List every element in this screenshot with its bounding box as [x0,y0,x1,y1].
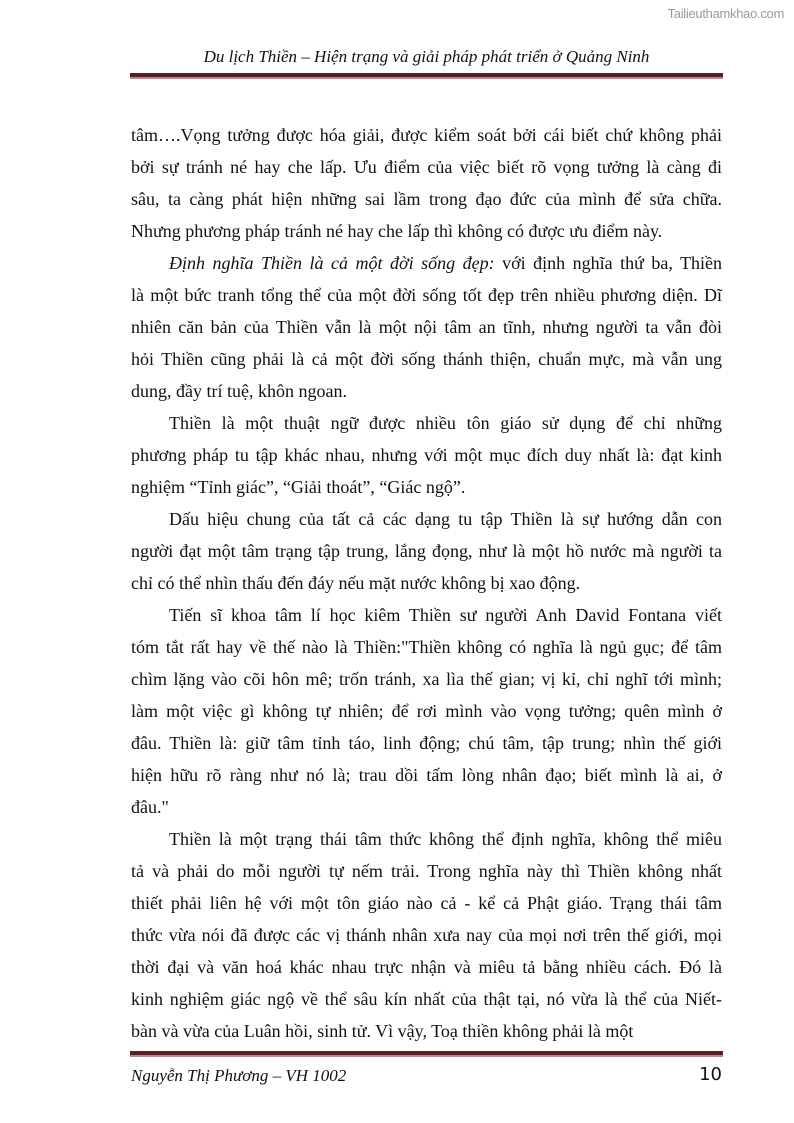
watermark: Tailieuthamkhao.com [667,6,784,21]
line-text: Thiền là một thuật ngữ được nhiều tôn giáo sử dụng để chỉ những [169,413,722,433]
paragraph [131,503,722,599]
line-text: dung, đầy trí tuệ, khôn ngoan. [131,381,347,401]
text-line [131,759,722,791]
text-line [131,375,722,407]
text-line [131,407,722,439]
line-text: thiết phải liên hệ với một tôn giáo nào cả - kể cả Phật giáo. Trạng thái tâm [131,893,722,913]
page-header-title: Du lịch Thiền – Hiện trạng và giải pháp phát triển ở Quảng Ninh [203,47,650,66]
text-line [131,791,722,823]
line-text: đâu." [131,797,169,817]
line-text: Tiến sĩ khoa tâm lí học kiêm Thiền sư người Anh David Fontana viết [169,605,722,625]
line-text: hiện hữu rõ ràng như nó là; trau dồi tấm lòng nhân đạo; biết mình là ai, ở [131,765,722,785]
line-text: thức vừa nói đã được các vị thánh nhân xưa nay của mọi nơi trên thế giới, mọi [131,925,722,945]
text-line [131,983,722,1015]
line-text: Dấu hiệu chung của tất cả các dạng tu tập Thiền là sự hướng dẫn con [169,509,722,529]
line-text: tóm tắt rất hay về thế nào là Thiền:"Thiền không có nghĩa là ngủ gục; để tâm [131,637,722,657]
text-line [131,663,722,695]
line-text: làm một việc gì không tự nhiên; để rơi mình vào vọng tưởng; quên mình ở [131,701,722,721]
text-line [131,439,722,471]
text-line [131,279,722,311]
text-line [131,823,722,855]
text-line [131,535,722,567]
line-text: chìm lặng vào cõi hôn mê; trốn tránh, xa lìa thế gian; vị kỉ, chỉ nghĩ tới mình; [131,669,722,689]
line-text: bởi sự tránh né hay che lấp. Ưu điểm của việc biết rõ vọng tưởng là càng đi [131,157,722,177]
document-body [131,119,722,1047]
line-text: kinh nghiệm giác ngộ về thể sâu kín nhất của thật tại, nó vừa là thể của Niết- [131,989,722,1009]
text-line [131,471,722,503]
text-line [131,1015,722,1047]
line-text: là một bức tranh tổng thể của một đời sống tốt đẹp trên nhiều phương diện. Dĩ [131,285,722,305]
line-text: người đạt một tâm trạng tập trung, lắng đọng, như là một hồ nước mà người ta [131,541,722,561]
line-text: Thiền là một trạng thái tâm thức không thể định nghĩa, không thể miêu [169,829,722,849]
text-line [131,695,722,727]
text-line [131,311,722,343]
paragraph [131,247,722,407]
paragraph [131,407,722,503]
line-text: tả và phải do mỗi người tự nếm trải. Trong nghĩa này thì Thiền không nhất [131,861,722,881]
line-text: tâm….Vọng tưởng được hóa giải, được kiểm soát bởi cái biết chứ không phải [131,125,722,145]
line-text: thời đại và văn hoá khác nhau trực nhận và miêu tả bằng nhiều cách. Đó là [131,957,722,977]
text-line [131,631,722,663]
line-text: hỏi Thiền cũng phải là cả một đời sống thánh thiện, chuẩn mực, mà vẫn ung [131,349,722,369]
text-line [131,599,722,631]
line-text: chỉ có thể nhìn thấu đến đáy nếu mặt nước không bị xao động. [131,573,581,593]
paragraph [131,599,722,823]
italic-lead: Định nghĩa Thiền là cả một đời sống đẹp: [169,253,495,273]
text-line [131,887,722,919]
text-line [131,919,722,951]
text-line [131,343,722,375]
paragraph [131,119,722,247]
line-text: với định nghĩa thứ ba, Thiền [494,253,723,273]
line-text: bàn và vừa của Luân hồi, sinh tử. Vì vậy, Toạ thiền không phải là một [131,1021,634,1041]
text-line [131,503,722,535]
line-text: nhiên căn bản của Thiền vẫn là một nội tâm an tĩnh, nhưng người ta vẫn đòi [131,317,722,337]
text-line [131,855,722,887]
header-divider [130,73,723,79]
text-line [131,183,722,215]
line-text: đâu. Thiền là: giữ tâm tỉnh táo, linh động; chú tâm, tập trung; nhìn thế giới [131,733,722,753]
line-text: Nhưng phương pháp tránh né hay che lấp thì không có được ưu điểm này. [131,221,663,241]
text-line [131,567,722,599]
line-text: phương pháp tu tập khác nhau, nhưng với một mục đích duy nhất là: đạt kinh [131,445,722,465]
text-line [131,215,722,247]
text-line [131,119,722,151]
text-line [131,247,722,279]
footer-divider [130,1051,723,1057]
text-line [131,727,722,759]
page-number: 10 [699,1064,722,1085]
line-text: sâu, ta càng phát hiện những sai lầm trong đạo đức của mình để sửa chữa. [131,189,722,209]
text-line [131,151,722,183]
paragraph [131,823,722,1047]
text-line [131,951,722,983]
line-text: nghiệm “Tỉnh giác”, “Giải thoát”, “Giác ngộ”. [131,477,466,497]
footer-author: Nguyễn Thị Phương – VH 1002 [131,1066,347,1085]
